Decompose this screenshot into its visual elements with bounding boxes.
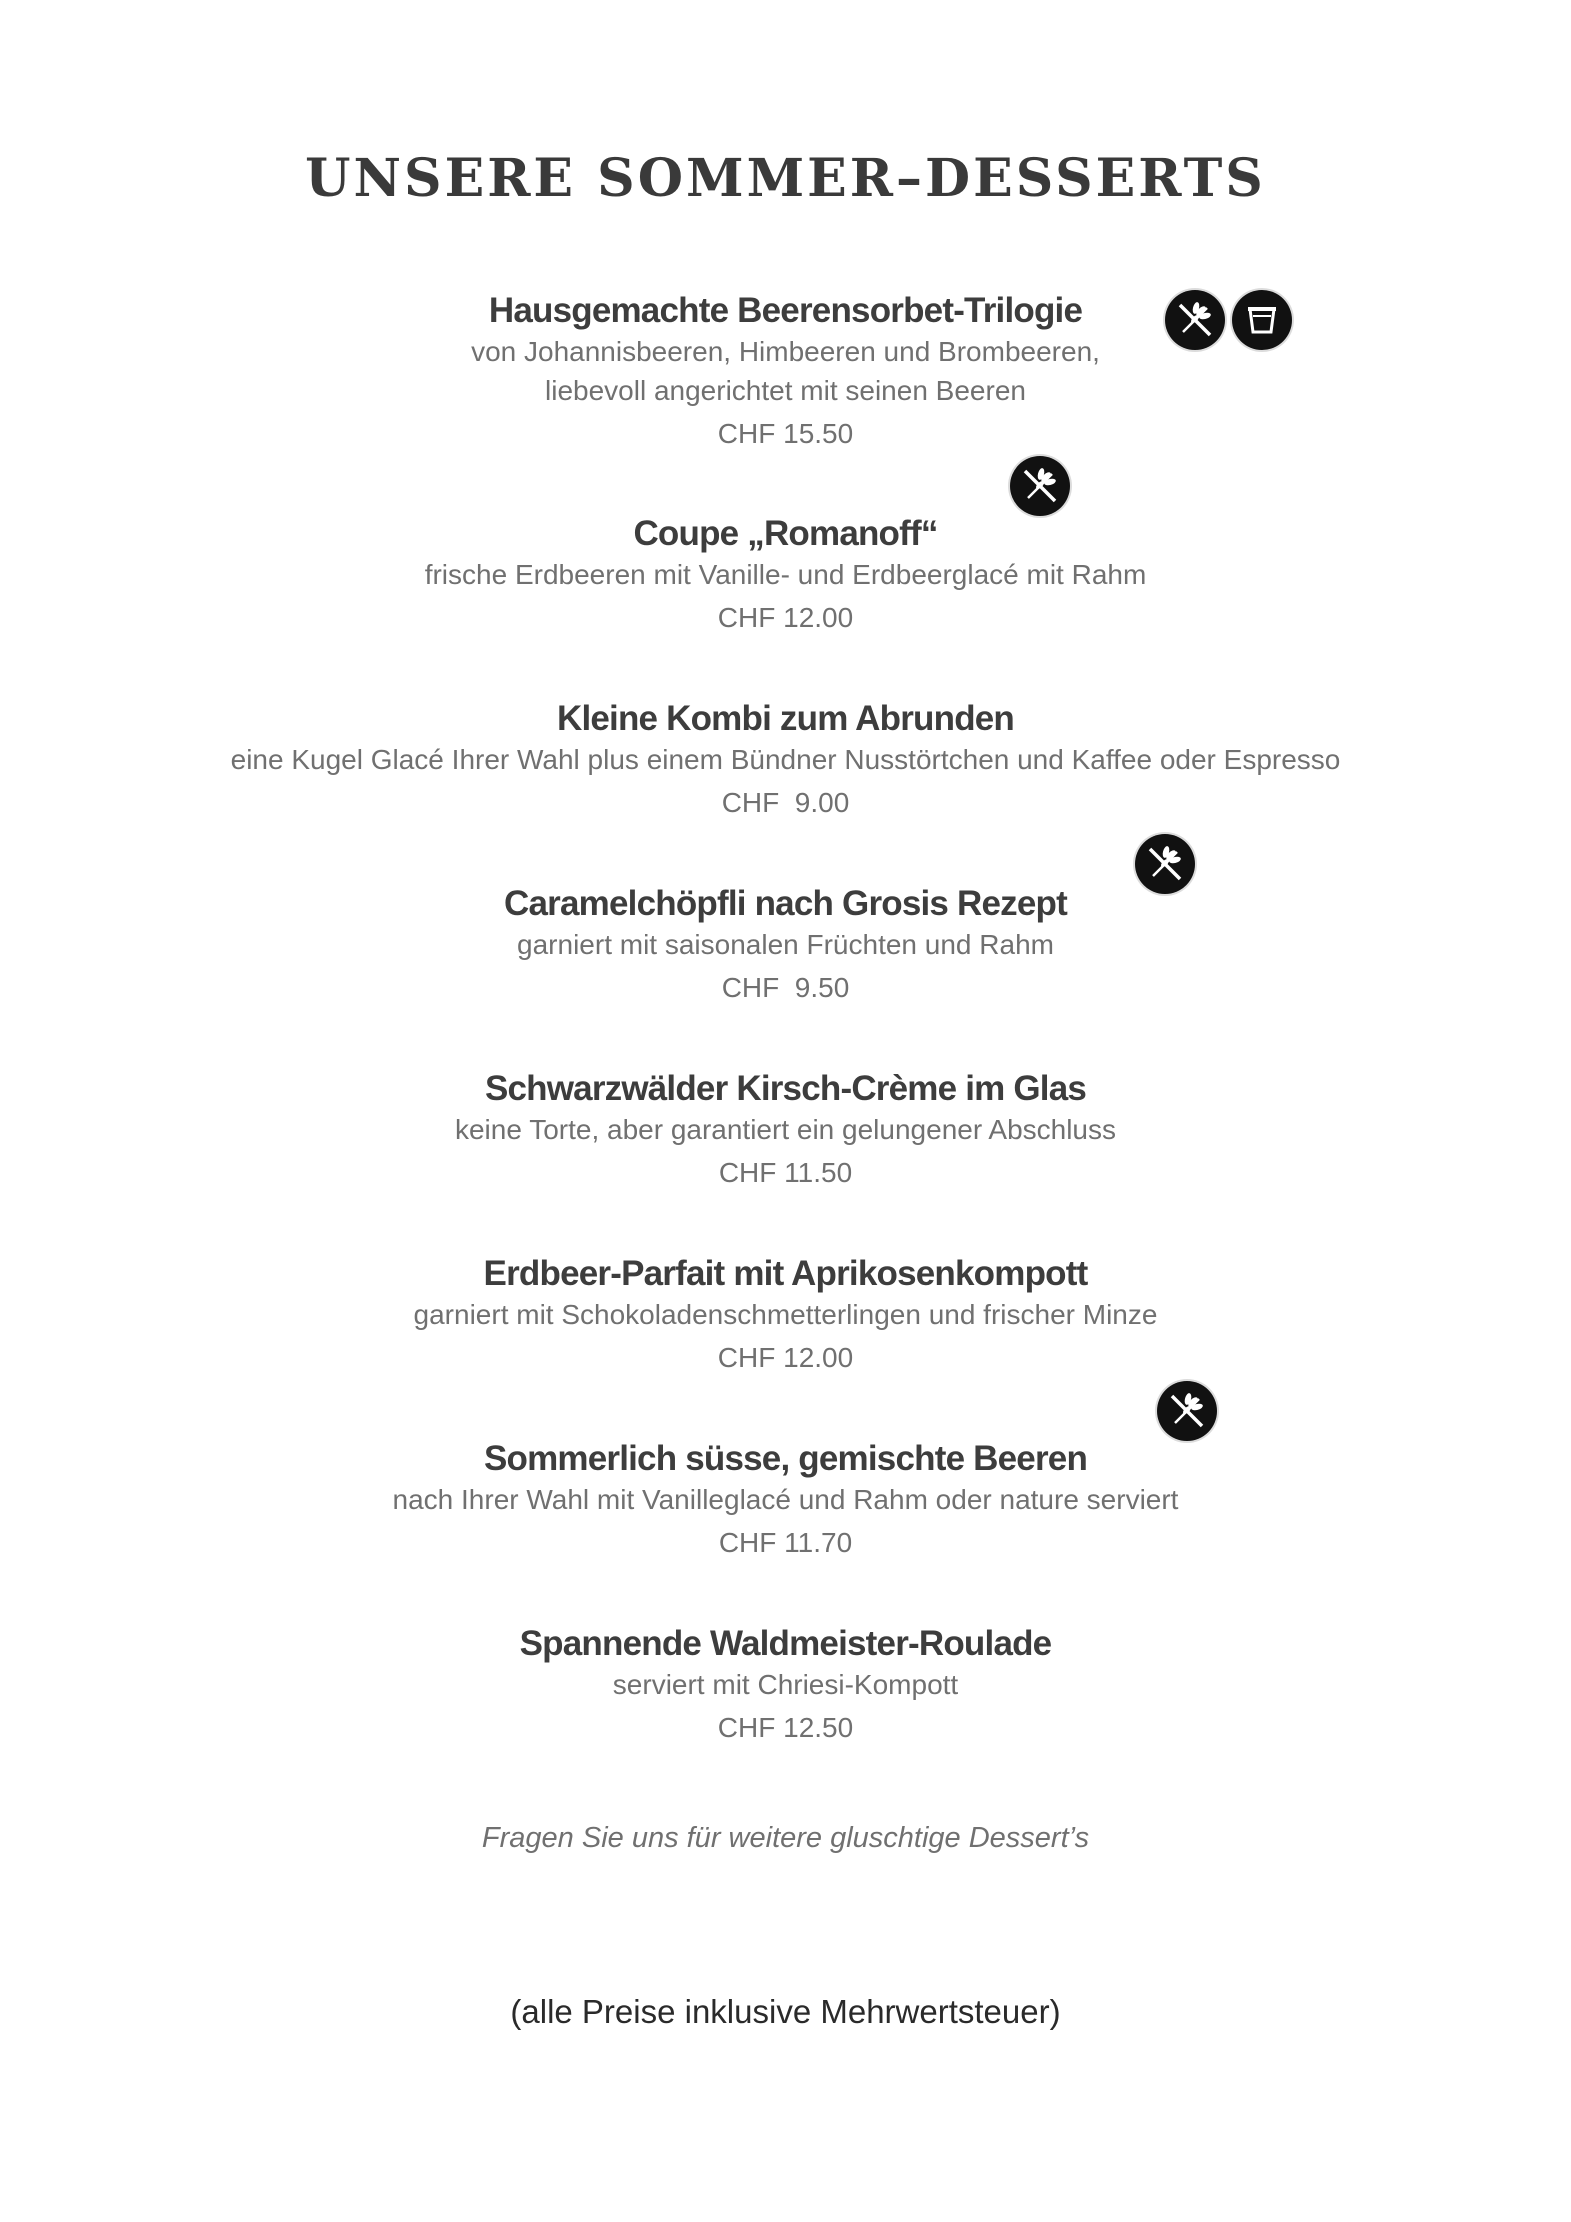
item-price: CHF 12.50 [717, 1712, 854, 1743]
item-price: CHF 12.00 [717, 1342, 854, 1373]
menu-item [0, 1253, 1571, 1377]
item-name: Spannende Waldmeister-Roulade [519, 1624, 1052, 1663]
page-title: UNSERE SOMMER–DESSERTS [305, 148, 1266, 209]
item-description: serviert mit Chriesi-Kompott [612, 1669, 959, 1700]
item-price: CHF 9.50 [721, 972, 850, 1003]
item-price: CHF 11.50 [718, 1157, 853, 1188]
item-name: Schwarzwälder Kirsch-Crème im Glas [484, 1069, 1087, 1108]
dessert-note: Fragen Sie uns für weitere gluschtige Dessert’s [481, 1822, 1090, 1854]
item-price: CHF 15.50 [717, 418, 854, 449]
item-price: CHF 11.70 [718, 1527, 853, 1558]
menu-item [0, 290, 1571, 453]
item-price: CHF 12.00 [717, 602, 854, 633]
item-description: nach Ihrer Wahl mit Vanilleglacé und Rahm oder nature serviert [392, 1484, 1179, 1515]
item-name: Caramelchöpfli nach Grosis Rezept [504, 884, 1067, 923]
item-name: Hausgemachte Beerensorbet-Trilogie [488, 291, 1083, 330]
menu-item [0, 1068, 1571, 1192]
vat-note: (alle Preise inklusive Mehrwertsteuer) [510, 1993, 1061, 2030]
item-name: Coupe „Romanoff“ [633, 514, 938, 553]
menu-item [0, 1623, 1571, 1747]
item-description: liebevoll angerichtet mit seinen Beeren [545, 375, 1026, 406]
menu-item [0, 1438, 1571, 1562]
menu-item [0, 513, 1571, 637]
item-description: garniert mit saisonalen Früchten und Rahm [517, 929, 1054, 960]
item-description: frische Erdbeeren mit Vanille- und Erdbeerglacé mit Rahm [424, 559, 1147, 590]
gluten-free-icon [1157, 1381, 1217, 1441]
item-name: Erdbeer-Parfait mit Aprikosenkompott [483, 1254, 1088, 1293]
item-description: von Johannisbeeren, Himbeeren und Brombeeren, [471, 336, 1100, 367]
gluten-free-icon [1010, 456, 1070, 516]
gluten-free-icon [1165, 290, 1225, 350]
menu-item [0, 698, 1571, 822]
lactose-free-icon [1232, 290, 1292, 350]
item-description: keine Torte, aber garantiert ein gelungener Abschluss [454, 1114, 1117, 1145]
item-description: garniert mit Schokoladenschmetterlingen und frischer Minze [413, 1299, 1158, 1330]
item-name: Kleine Kombi zum Abrunden [556, 699, 1015, 738]
item-name: Sommerlich süsse, gemischte Beeren [483, 1439, 1088, 1478]
item-price: CHF 9.00 [721, 787, 850, 818]
item-description: eine Kugel Glacé Ihrer Wahl plus einem Bündner Nusstörtchen und Kaffee oder Espresso [230, 744, 1341, 775]
menu-item [0, 883, 1571, 1007]
